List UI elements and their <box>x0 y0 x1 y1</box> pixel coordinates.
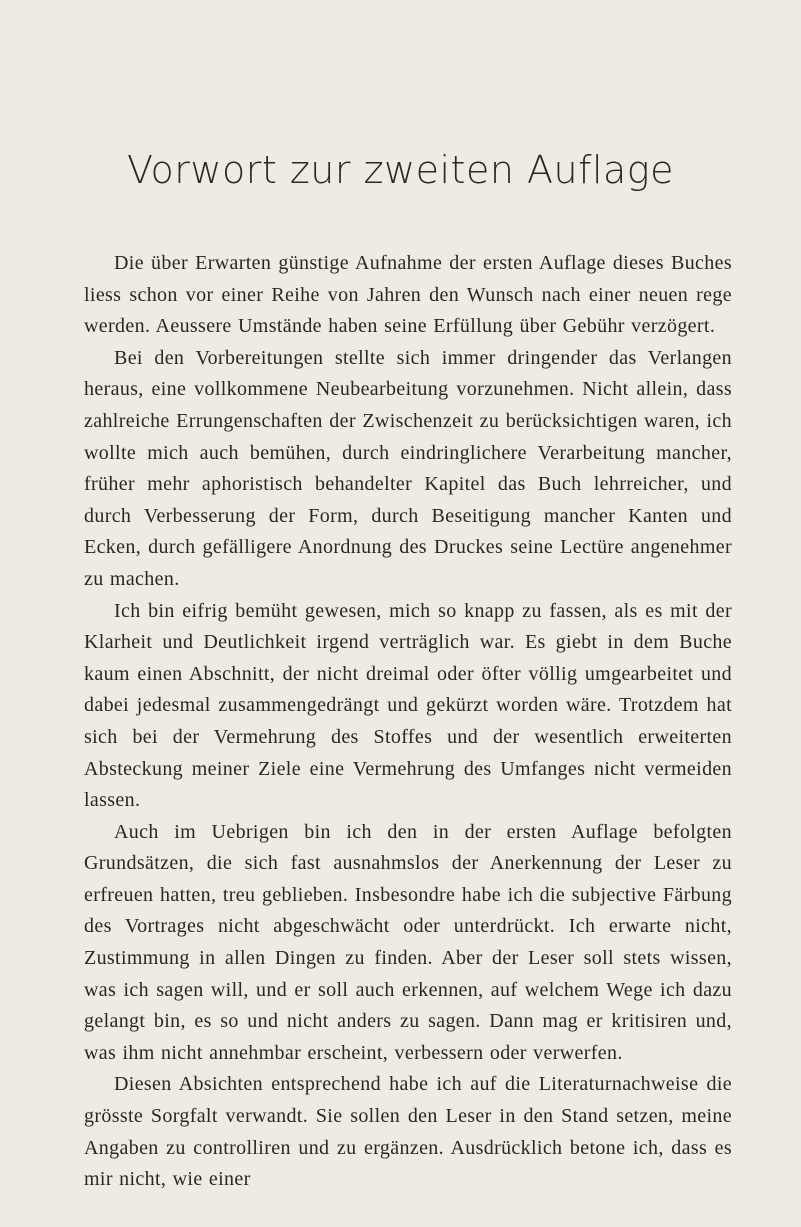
paragraph-5: Diesen Absichten entsprechend habe ich auf die Literaturnachweise die grösste Sorgfalt verwandt. Sie sollen den Leser in den Stand setzen, meine Angaben zu controlliren und zu ergänzen. Ausdrücklich betone ich, dass es mir nicht, wie einer <box>84 1073 732 1191</box>
paragraph-4: Auch im Uebrigen bin ich den in der ersten Auflage befolgten Grundsätzen, die sich fast ausnahmslos der Anerkennung der Leser zu erfreuen hatten, treu geblieben. Insbesondre habe ich die subjective Färbung des Vortrages nicht abgeschwächt oder unterdrückt. Ich erwarte nicht, Zustimmung in allen Dingen zu finden. Aber der Leser soll stets wissen, was ich sagen will, und er soll auch erkennen, auf welchem Wege ich dazu gelangt bin, es so und nicht anders zu sagen. Dann mag er kritisiren und, was ihm nicht annehmbar erscheint, verbessern oder verwerfen. <box>84 820 732 1064</box>
paragraph-1: Die über Erwarten günstige Aufnahme der ersten Auflage dieses Buches liess schon vor einer Reihe von Jahren den Wunsch nach einer neuen rege werden. Aeussere Umstände haben seine Erfüllung über Gebühr verzögert. <box>84 252 732 338</box>
paragraph-3: Ich bin eifrig bemüht gewesen, mich so knapp zu fassen, als es mit der Klarheit und Deutlichkeit irgend verträglich war. Es giebt in dem Buche kaum einen Abschnitt, der nicht dreimal oder öfter völlig umgearbeitet und dabei jedesmal zusammengedrängt und gekürzt worden wäre. Trotzdem hat sich bei der Vermehrung des Stoffes und der wesentlich erweiterten Absteckung meiner Ziele eine Vermehrung des Umfanges nicht vermeiden lassen. <box>84 599 732 812</box>
paragraph-2: Bei den Vorbereitungen stellte sich immer dringender das Verlangen heraus, eine vollkommene Neubearbeitung vorzunehmen. Nicht allein, dass zahlreiche Errungenschaften der Zwischenzeit zu berücksichtigen waren, ich wollte mich auch bemühen, durch eindringlichere Verarbeitung mancher, früher mehr aphoristisch behandelter Kapitel das Buch lehrreicher, und durch Verbesserung der Form, durch Beseitigung mancher Kanten und Ecken, durch gefälligere Anordnung des Druckes seine Lectüre angenehmer zu machen. <box>84 346 732 590</box>
preface-text <box>84 248 732 1196</box>
page-title: Vorwort zur zweiten Auflage <box>127 148 674 192</box>
